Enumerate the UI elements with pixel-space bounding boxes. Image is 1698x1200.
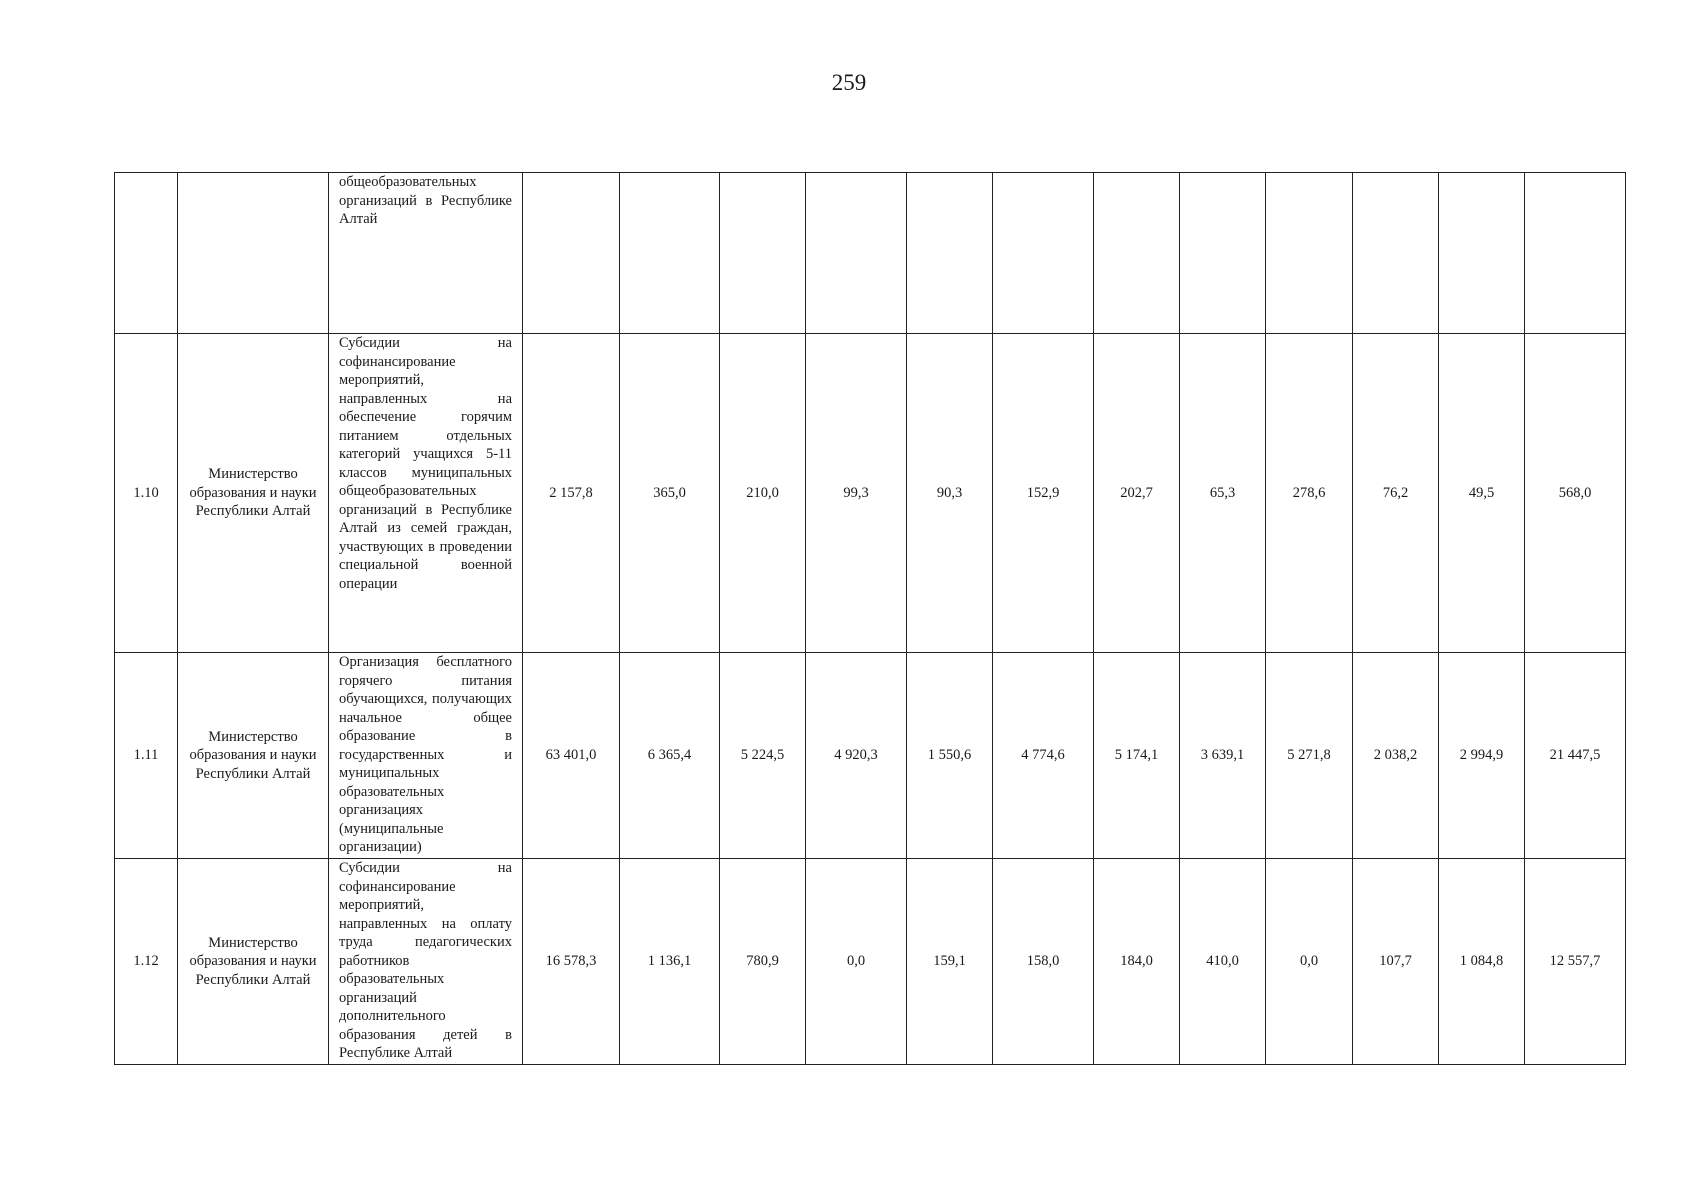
row-value: 5 224,5 — [720, 653, 806, 859]
row-organization: Министерство образования и науки Республики Алтай — [178, 653, 329, 859]
row-value: 0,0 — [1266, 859, 1353, 1065]
row-number: 1.12 — [115, 859, 178, 1065]
row-value: 5 271,8 — [1266, 653, 1353, 859]
row-value: 780,9 — [720, 859, 806, 1065]
row-description: Субсидии на софинансирование мероприятий, направленных на обеспечение горячим питанием отдельных категорий учащихся 5-11 классов муниципальных общеобразовательных организаций в Республике Алтай из семей граждан, участвующих в проведении специальной военной операции — [329, 334, 523, 653]
row-value: 5 174,1 — [1094, 653, 1180, 859]
row-value: 568,0 — [1525, 334, 1626, 653]
row-description: Субсидии на софинансирование мероприятий, направленных на оплату труда педагогических работников образовательных организаций дополнительного образования детей в Республике Алтай — [329, 859, 523, 1065]
row-organization: Министерство образования и науки Республики Алтай — [178, 334, 329, 653]
table-row — [115, 653, 1626, 859]
row-value — [1094, 173, 1180, 334]
table-row — [115, 173, 1626, 334]
row-value: 76,2 — [1353, 334, 1439, 653]
row-value: 410,0 — [1180, 859, 1266, 1065]
row-value: 278,6 — [1266, 334, 1353, 653]
row-number — [115, 173, 178, 334]
row-value — [620, 173, 720, 334]
row-value: 1 136,1 — [620, 859, 720, 1065]
row-value: 158,0 — [993, 859, 1094, 1065]
row-value: 4 774,6 — [993, 653, 1094, 859]
row-value: 2 038,2 — [1353, 653, 1439, 859]
row-number: 1.10 — [115, 334, 178, 653]
row-value: 90,3 — [907, 334, 993, 653]
row-value: 202,7 — [1094, 334, 1180, 653]
row-value — [1266, 173, 1353, 334]
budget-table — [114, 172, 1626, 1065]
row-description: Организация бесплатного горячего питания обучающихся, получающих начальное общее образование в государственных и муниципальных образовательных организациях (муниципальные организации) — [329, 653, 523, 859]
row-value — [993, 173, 1094, 334]
row-value — [1353, 173, 1439, 334]
row-value — [1525, 173, 1626, 334]
row-value: 3 639,1 — [1180, 653, 1266, 859]
row-value: 4 920,3 — [806, 653, 907, 859]
row-value: 65,3 — [1180, 334, 1266, 653]
row-value: 21 447,5 — [1525, 653, 1626, 859]
row-value: 6 365,4 — [620, 653, 720, 859]
row-value: 99,3 — [806, 334, 907, 653]
row-value: 2 157,8 — [523, 334, 620, 653]
row-value — [523, 173, 620, 334]
row-value — [907, 173, 993, 334]
row-organization: Министерство образования и науки Республики Алтай — [178, 859, 329, 1065]
row-value: 0,0 — [806, 859, 907, 1065]
row-value: 365,0 — [620, 334, 720, 653]
row-number: 1.11 — [115, 653, 178, 859]
row-value: 159,1 — [907, 859, 993, 1065]
row-value — [720, 173, 806, 334]
row-value: 2 994,9 — [1439, 653, 1525, 859]
row-value: 63 401,0 — [523, 653, 620, 859]
row-organization — [178, 173, 329, 334]
row-value: 12 557,7 — [1525, 859, 1626, 1065]
row-value: 210,0 — [720, 334, 806, 653]
row-value: 184,0 — [1094, 859, 1180, 1065]
row-value: 107,7 — [1353, 859, 1439, 1065]
table-row — [115, 859, 1626, 1065]
row-value: 1 084,8 — [1439, 859, 1525, 1065]
row-value: 1 550,6 — [907, 653, 993, 859]
row-description: общеобразовательных организаций в Республике Алтай — [329, 173, 523, 334]
row-value — [1180, 173, 1266, 334]
table-row — [115, 334, 1626, 653]
row-value — [806, 173, 907, 334]
row-value: 152,9 — [993, 334, 1094, 653]
row-value — [1439, 173, 1525, 334]
row-value: 49,5 — [1439, 334, 1525, 653]
row-value: 16 578,3 — [523, 859, 620, 1065]
page-number: 259 — [831, 70, 867, 95]
